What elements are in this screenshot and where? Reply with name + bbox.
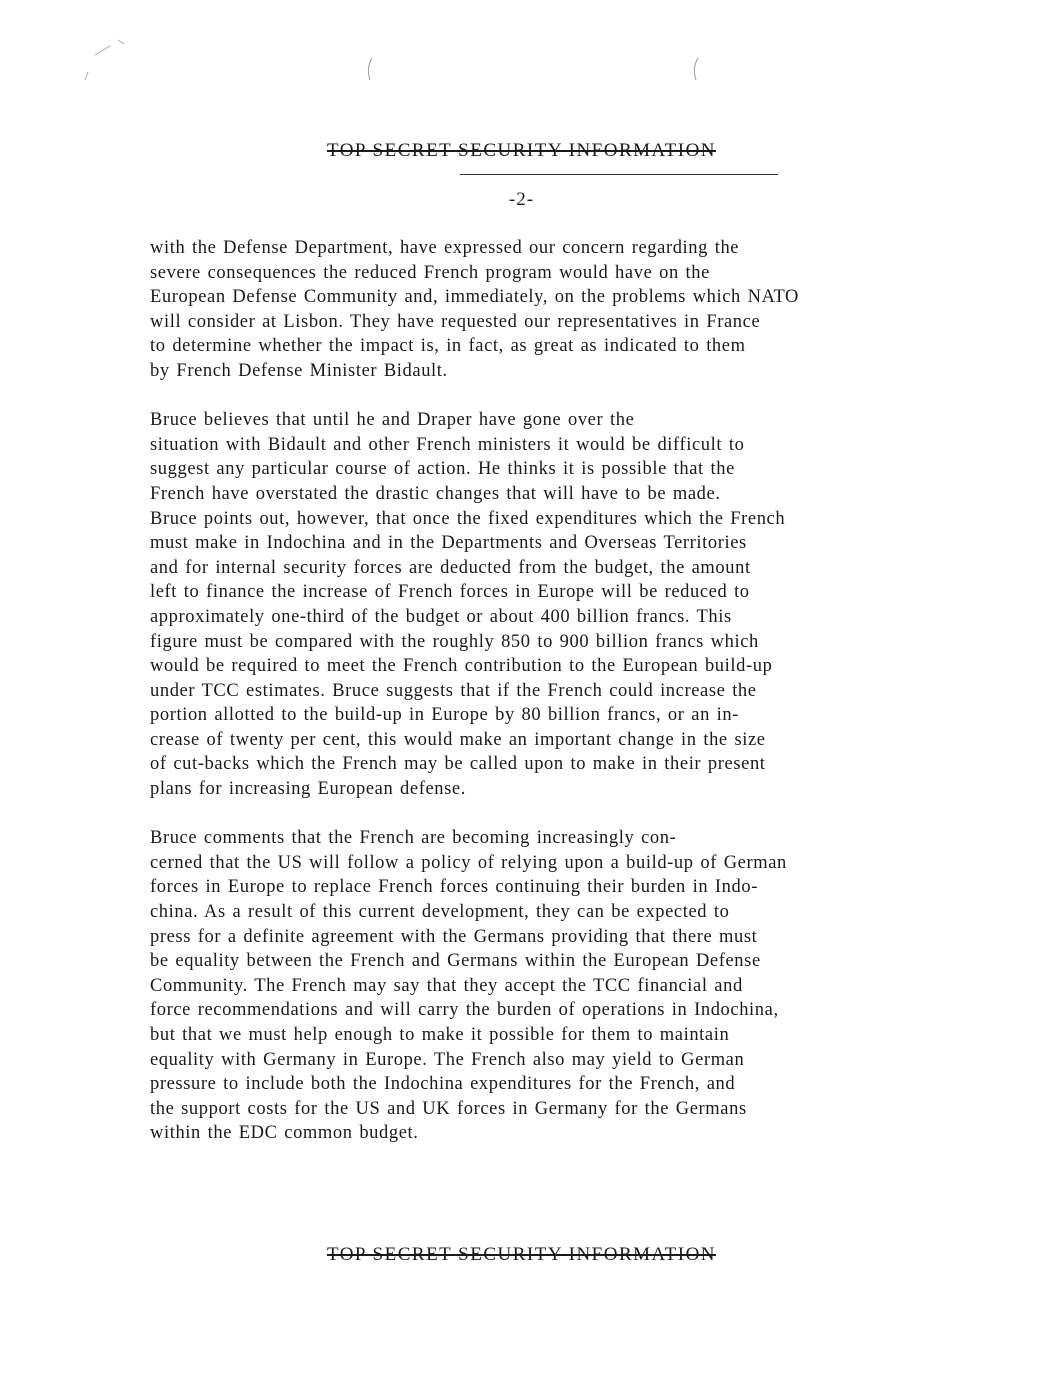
memo-body	[150, 236, 998, 1171]
top-classification-marking	[0, 140, 1043, 162]
classification-underline-rule	[460, 174, 778, 175]
paragraph-continuation: with the Defense Department, have expressed our concern regarding the severe consequences the reduced French program would have on the European Defense Community and, immediately, on the problems which NATO will consider at Lisbon. They have requested our representatives in France to determine whether the impact is, in fact, as great as indicated to them by French Defense Minister Bidault.	[150, 238, 800, 381]
bottom-classification-text: TOP SECRET SECURITY INFORMATION	[326, 1244, 717, 1265]
paragraph-bruce-comments: Bruce comments that the French are becoming increasingly con- cerned that the US will follow a policy of relying upon a build-up of German forces in Europe to replace French forces continuing their burden in Indo- china. As a result of this current development, they can be expected to press for a definite agreement with the Germans providing that there must be equality between the French and Germans within the European Defense Community. The French may say that they accept the TCC financial and force recommendations and will carry the burden of operations in Indochina, but that we must help enough to make it possible for them to maintain equality with Germany in Europe. The French also may yield to German pressure to include both the Indochina expenditures for the French, and the support costs for the US and UK forces in Germany for the Germans within the EDC common budget.	[150, 828, 787, 1144]
bottom-classification-marking	[0, 1244, 1043, 1266]
paragraph-bruce-believes: Bruce believes that until he and Draper have gone over the situation with Bidault and other French ministers it would be difficult to suggest any particular course of action. He thinks it is possible that the French have overstated the drastic changes that will have to be made. Bruce points out, however, that once the fixed expenditures which the French must make in Indochina and in the Departments and Overseas Territories and for internal security forces are deducted from the budget, the amount left to finance the increase of French forces in Europe will be reduced to approximately one-third of the budget or about 400 billion francs. This figure must be compared with the roughly 850 to 900 billion francs which would be required to meet the French contribution to the European build-up under TCC estimates. Bruce suggests that if the French could increase the portion allotted to the build-up in Europe by 80 billion francs, or an in- crease of twenty per cent, this would make an important change in the size of cut-backs which the French may be called upon to make in their present plans for increasing European defense.	[150, 410, 786, 800]
scan-mark-right	[694, 58, 698, 80]
scan-speck-corner	[85, 40, 124, 80]
top-classification-text: TOP SECRET SECURITY INFORMATION	[326, 140, 717, 161]
scan-mark-left	[368, 58, 372, 80]
page-number: -2-	[508, 189, 535, 210]
